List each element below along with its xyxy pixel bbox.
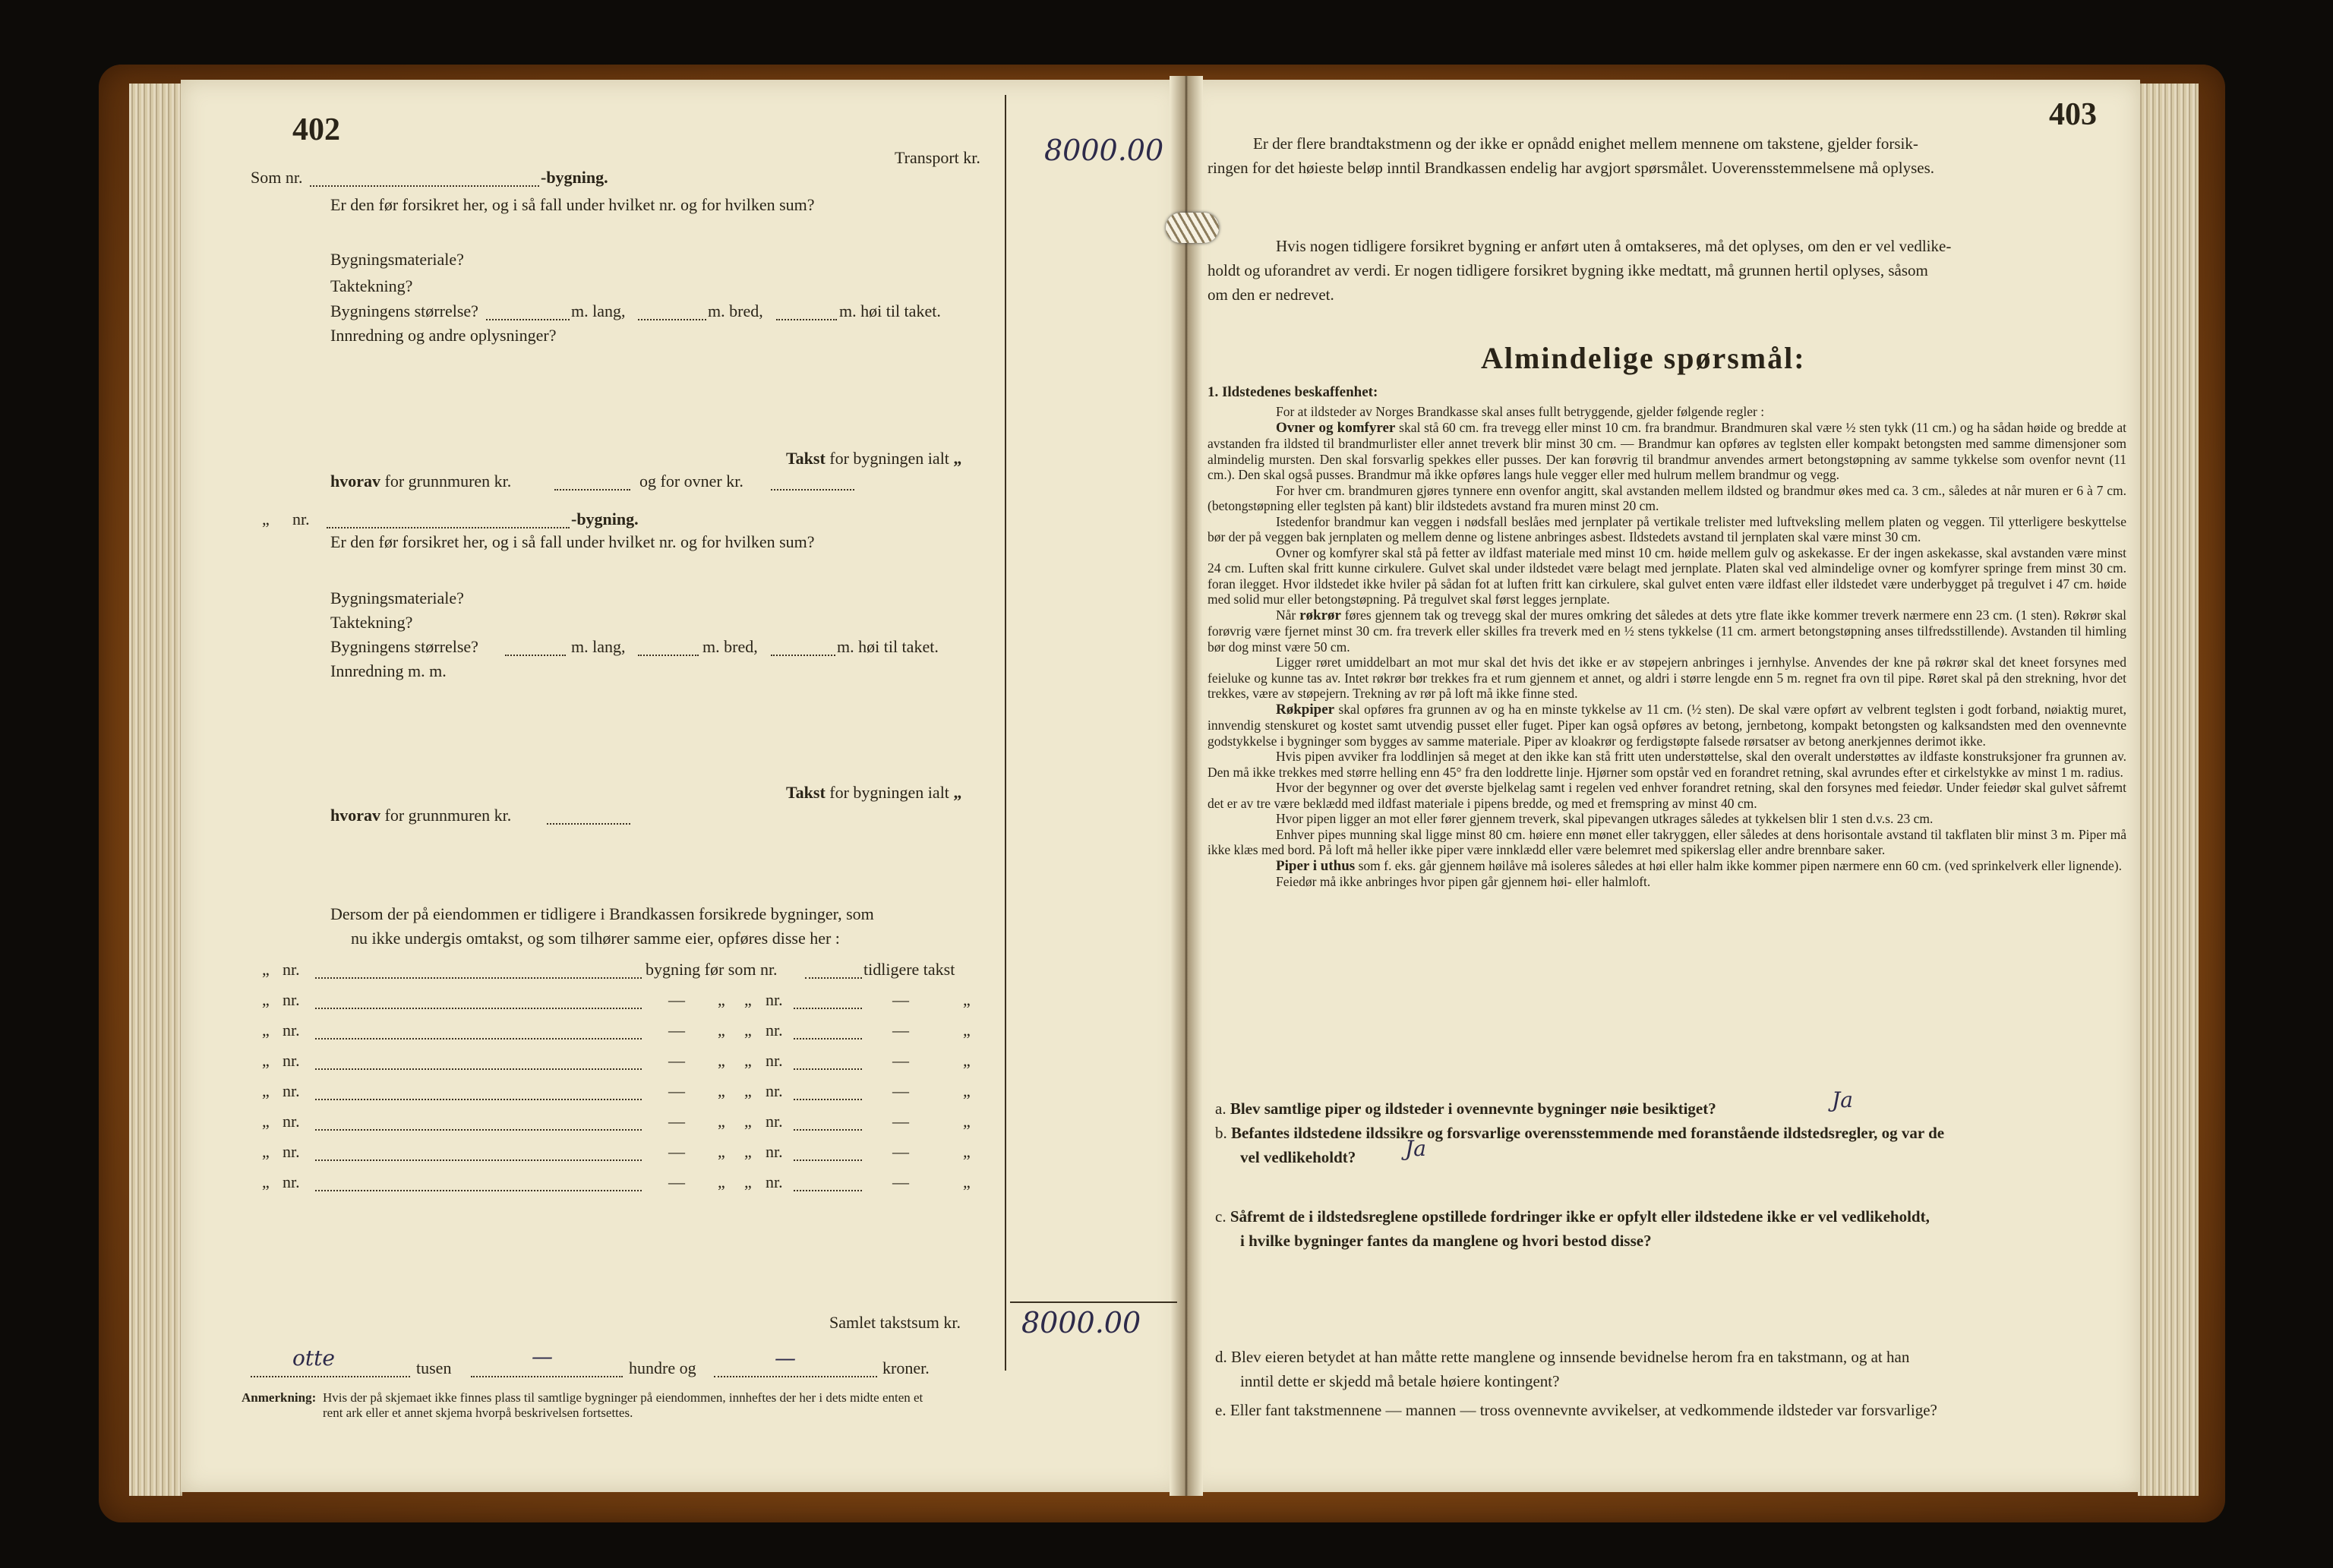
para-ovner xyxy=(1208,420,2126,483)
para-enhver: Enhver pipes munning skal ligge minst 80 cm. høiere enn mønet eller takryggen, eller således at dens horisontale avstand til takflaten blir minst 3 m. Piper må ikke klæs med bord. På loft må heller ikke piper være innklædd eller være belemret med spikerslag eller andre brennbare saker. xyxy=(1208,826,2126,857)
samlet-label: Samlet takstsum kr. xyxy=(829,1313,961,1332)
q-d-label: d. xyxy=(1215,1348,1227,1366)
grunnmur-field[interactable] xyxy=(554,489,630,491)
para-rokror xyxy=(1208,607,2126,655)
words-hundreds: — xyxy=(532,1344,553,1369)
prev-tidligere: tidligere takst xyxy=(863,960,955,979)
transport-value: 8000.00 xyxy=(1044,134,1164,167)
prev-row-3-ditto2: „ xyxy=(744,1021,752,1040)
prev-row-4-dash: — xyxy=(668,1051,685,1070)
prev-row-2-dash2: — xyxy=(892,990,909,1009)
intro-line-1: Er der flere brandtakstmenn og der ikke er opnådd enighet mellem mennene om takstene, gjelder forsik- xyxy=(1253,134,1918,153)
forsikret-question: Er den før forsikret her, og i så fall under hvilket nr. og for hvilken sum? xyxy=(330,195,815,214)
width-field[interactable] xyxy=(638,319,706,320)
previous-intro-1: Dersom der på eiendommen er tidligere i Brandkassen forsikrede bygninger, som xyxy=(330,904,874,923)
som-nr-label: Som nr. xyxy=(251,168,303,187)
kroner-label: kroner. xyxy=(882,1358,930,1377)
prev-row-2-nr2: nr. xyxy=(766,990,783,1009)
block2-length-field[interactable] xyxy=(505,655,566,656)
prev-row-3-field[interactable] xyxy=(315,1038,642,1040)
prev-row-2-ditto2: „ xyxy=(744,990,752,1009)
block2-takst-rest: for bygningen ialt xyxy=(829,783,949,802)
block2-innredning: Innredning m. m. xyxy=(330,661,447,680)
prev-row-7-dash: — xyxy=(668,1142,685,1161)
length-field[interactable] xyxy=(486,319,570,320)
prev-row-8-ditto1: „ xyxy=(718,1172,725,1191)
som-nr-field[interactable] xyxy=(310,185,539,187)
prev-row-6-ditto3: „ xyxy=(963,1112,971,1131)
prev-row-3-dash2: — xyxy=(892,1021,909,1040)
prev-row-7-nr2-field[interactable] xyxy=(794,1159,862,1161)
rokpiper-title: Røkpiper xyxy=(1276,701,1335,718)
words-units: — xyxy=(775,1346,796,1371)
block2-storrelse: Bygningens størrelse? xyxy=(330,637,478,656)
intro-line-4: holdt og uforandret av verdi. Er nogen tidligere forsikret bygning ikke medtatt, må grunnen hertil oplyses, såsom xyxy=(1208,261,1928,279)
para-uthus xyxy=(1208,858,2126,875)
prev-row-5-field[interactable] xyxy=(315,1099,642,1100)
section-1-title: 1. Ildstedenes beskaffenhet: xyxy=(1208,384,1378,400)
amount-column-rule xyxy=(1005,95,1006,1371)
block2-hoi: m. høi til taket. xyxy=(837,637,939,656)
ovner-field[interactable] xyxy=(771,489,854,491)
prev-row-2-quote: „ xyxy=(262,990,270,1009)
anmerkning-line-2: rent ark eller et annet skjema hvorpå beskrivelsen fortsettes. xyxy=(323,1406,633,1420)
height-field[interactable] xyxy=(776,319,837,320)
prev-row-4-ditto1: „ xyxy=(718,1051,725,1070)
takst-rest: for bygningen ialt xyxy=(829,449,949,468)
rokpiper-text: skal opføres fra grunnen av og ha en minste tykkelse av 11 cm. (½ sten). De skal være opført av velbrent teglsten i godt forband, nøiaktig muret, innvendig stenskuret og kostet samt utvendig pusset eller fuget. Piper kan også opføres av betong, jernbetong, kompakt betongsten og kalksandsten med den ovennevnte godstykkelse i bygninger som bygges av samme materiale. Piper av kloakrør og ferdigstøpte falsede rørsatser av betong anerkjennes derimot ikke. xyxy=(1208,701,2126,749)
intro-line-3: Hvis nogen tidligere forsikret bygning er anført uten å omtakseres, må det oplyses, om den er vel vedlike- xyxy=(1276,237,1952,255)
page-edges-right xyxy=(2138,84,2199,1496)
prev-row-6-quote: „ xyxy=(262,1112,270,1131)
takst-label: Takst xyxy=(786,449,826,468)
rokror-text: føres gjennem tak og trevegg skal der mures omkring det således at dets ytre flate ikke kommer treverk nærmere enn 23 cm. (1 sten). Røkrør skal forøvrig være fjernet minst 30 cm. fra treverk eller skilles fra treverk med en ½ stens tykkelse (11 cm. armert betongstøpning anses tilfredsstillende). Avstanden til himling bør dog minst være 50 cm. xyxy=(1208,607,2126,655)
hvorav-label: hvorav xyxy=(330,472,380,491)
q-c-label: c. xyxy=(1215,1207,1226,1226)
q-b-label: b. xyxy=(1215,1124,1227,1142)
q-b-line-2: vel vedlikeholdt? xyxy=(1240,1148,1356,1166)
block2-taktekning: Taktekning? xyxy=(330,613,413,632)
samlet-value: 8000.00 xyxy=(1021,1306,1141,1339)
storrelse-question: Bygningens størrelse? xyxy=(330,301,478,320)
q-a-text: Blev samtlige piper og ildsteder i ovennevnte bygninger nøie besiktiget? xyxy=(1230,1099,1716,1118)
prev-row-1-nr-field[interactable] xyxy=(805,977,862,979)
lang-label: m. lang, xyxy=(571,301,626,320)
prev-row-5-ditto3: „ xyxy=(963,1081,971,1100)
prev-row-5-dash2: — xyxy=(892,1081,909,1100)
prev-row-7-nr2: nr. xyxy=(766,1142,783,1161)
prev-row-6-dash: — xyxy=(668,1112,685,1131)
anmerkning-label: Anmerkning: xyxy=(242,1390,317,1405)
prev-row-7-field[interactable] xyxy=(315,1159,642,1161)
para-regler: For at ildsteder av Norges Brandkasse skal anses fullt betryggende, gjelder følgende regler : xyxy=(1276,404,1765,419)
q-b-line-1: Befantes ildstedene ildssikre og forsvarlige overensstemmende med foranstående ildstedsregler, og var de xyxy=(1231,1124,1945,1142)
prev-row-4-ditto2: „ xyxy=(744,1051,752,1070)
prev-row-2-nr: nr. xyxy=(283,990,300,1009)
block2-lang: m. lang, xyxy=(571,637,626,656)
prev-row-8-nr: nr. xyxy=(283,1172,300,1191)
q-d-line-1: Blev eieren betydet at han måtte rette manglene og innsende bevidnelse herom fra en takstmann, og at han xyxy=(1231,1348,1910,1366)
para-hvis: Hvis pipen avviker fra loddlinjen så meget at den ikke kan stå fritt uten understøttelse, skal den overalt understøttes av ildfaste konstruksjoner fra grunnen av. Den må ikke trekkes med større helling enn 45° fra den loddrette linje. Hjørner som opstår ved en forandret retning, skal avrundes efter et cirkelstykke av minst 1 m. radius. xyxy=(1208,749,2126,780)
para-hvor1: Hvor der begynner og over det øverste bjelkelag samt i regelen ved enhver forandret retning, skal den forsynes med feiedør. Under feiedør skal gulvet såfremt det er av tre være beklædd med ildfast materiale i pipens bredde, og med et fremspring av minst 40 cm. xyxy=(1208,780,2126,811)
prev-row-4-nr: nr. xyxy=(283,1051,300,1070)
q-c-line-1: Såfremt de i ildstedsreglene opstillede fordringer ikke er opfylt eller ildstedene ikke er vel vedlikeholdt, xyxy=(1230,1207,1930,1226)
prev-row-8-nr2: nr. xyxy=(766,1172,783,1191)
book-gutter xyxy=(1170,76,1203,1496)
ovner-title: Ovner og komfyrer xyxy=(1276,419,1396,436)
para-rokpiper xyxy=(1208,702,2126,749)
prev-bygning-for: bygning før som nr. xyxy=(646,960,778,979)
block2-bred: m. bred, xyxy=(702,637,758,656)
prev-row-7-dash2: — xyxy=(892,1142,909,1161)
prev-row-8-dash2: — xyxy=(892,1172,909,1191)
q-b-answer: Ja xyxy=(1405,1136,1426,1161)
prev-row-5-nr2: nr. xyxy=(766,1081,783,1100)
uthus-title: Piper i uthus xyxy=(1276,857,1356,874)
block2-hvorav-label: hvorav xyxy=(330,806,380,825)
prev-row-2-nr2-field[interactable] xyxy=(794,1008,862,1009)
prev-row-4-quote: „ xyxy=(262,1051,270,1070)
block2-bygning: -bygning. xyxy=(571,510,639,528)
prev-row-6-nr2-field[interactable] xyxy=(794,1129,862,1131)
hoi-label: m. høi til taket. xyxy=(839,301,941,320)
prev-row-4-field[interactable] xyxy=(315,1068,642,1070)
para-feiedor: Feiedør må ikke anbringes hvor pipen går gjennem høi- eller halmloft. xyxy=(1276,874,1651,889)
prev-row-3-nr2-field[interactable] xyxy=(794,1038,862,1040)
prev-row-5-ditto1: „ xyxy=(718,1081,725,1100)
prev-row-7-quote: „ xyxy=(262,1142,270,1161)
prev-row-7-nr: nr. xyxy=(283,1142,300,1161)
prev-row-7-ditto3: „ xyxy=(963,1142,971,1161)
sum-rule xyxy=(1010,1301,1177,1303)
page-number-left: 402 xyxy=(292,112,340,147)
transport-label: Transport kr. xyxy=(895,148,980,167)
para-4: Ovner og komfyrer skal stå på fetter av ildfast materiale med minst 10 cm. høide mellem gulv og askekasse. Er der ingen askekasse, skal avstanden være minst 24 cm. Luften skal fritt kunne cirkulere. Gulvet skal under ildstedet være belagt med jernplate. Platen skal ved almindelige ovner og komfyrer springe frem minst 30 cm. foran ilegget. Hvor ildstedet ikke hviler på sådan fot at luften fritt kan cirkulere, skal gulvet enten være ildfast eller ildstedet være underbygget på tregulvet i 47 cm. høide med solid mur eller betongstøpning. På tregulvet skal først legges jernplate. xyxy=(1208,544,2126,607)
para-3: Istedenfor brandmur kan veggen i nødsfall beslåes med jernplater på vertikale trelister med luftveksling mellem platen og veggen. Til ytterligere beskyttelse bør der på veggen bak jernplaten og mellem denne og listene anbringes asbest. Ildstedets avstand til jernplaten skal være minst 30 cm. xyxy=(1208,513,2126,544)
page-number-right: 403 xyxy=(2049,97,2097,132)
prev-row-5-ditto2: „ xyxy=(744,1081,752,1100)
takst-ditto: „ xyxy=(953,449,962,468)
prev-row-1-nr: nr. xyxy=(283,960,300,979)
block2-forsikret: Er den før forsikret her, og i så fall under hvilket nr. og for hvilken sum? xyxy=(330,532,815,551)
block2-grunnmur-field[interactable] xyxy=(547,823,630,825)
block2-materiale: Bygningsmateriale? xyxy=(330,588,464,607)
prev-row-6-nr: nr. xyxy=(283,1112,300,1131)
tusen-label: tusen xyxy=(416,1358,452,1377)
thousands-field[interactable] xyxy=(251,1376,410,1377)
anmerkning-line-1: Hvis der på skjemaet ikke finnes plass til samtlige bygninger på eiendommen, innheftes der her i dets midte enten et xyxy=(323,1390,923,1405)
prev-row-4-nr2-field[interactable] xyxy=(794,1068,862,1070)
innredning-question: Innredning og andre oplysninger? xyxy=(330,326,557,345)
prev-row-3-dash: — xyxy=(668,1021,685,1040)
heading-general-questions: Almindelige spørsmål: xyxy=(1481,341,1806,375)
hundreds-field[interactable] xyxy=(471,1376,623,1377)
block2-nr-field[interactable] xyxy=(327,527,570,528)
prev-row-6-nr2: nr. xyxy=(766,1112,783,1131)
prev-row-5-nr2-field[interactable] xyxy=(794,1099,862,1100)
prev-row-1-quote: „ xyxy=(262,960,270,979)
prev-row-6-dash2: — xyxy=(892,1112,909,1131)
prev-row-4-nr2: nr. xyxy=(766,1051,783,1070)
block2-nr: nr. xyxy=(292,510,310,528)
page-edges-left xyxy=(129,84,182,1496)
og-ovner-label: og for ovner kr. xyxy=(639,472,743,491)
prev-row-6-ditto2: „ xyxy=(744,1112,752,1131)
prev-row-7-ditto1: „ xyxy=(718,1142,725,1161)
q-a-label: a. xyxy=(1215,1099,1226,1118)
prev-row-3-ditto3: „ xyxy=(963,1021,971,1040)
prev-row-2-ditto1: „ xyxy=(718,990,725,1009)
para-2: For hver cm. brandmuren gjøres tynnere enn ovenfor angitt, skal avstanden mellem ildsted og brandmur økes med ca. 3 cm., således at når muren er 6 à 7 cm. (betongstøpning eller teglsten på kant) blir ildstedets avstand fra muren minst 20 cm. xyxy=(1208,482,2126,513)
prev-row-8-ditto3: „ xyxy=(963,1172,971,1191)
prev-row-8-field[interactable] xyxy=(315,1190,642,1191)
prev-row-2-ditto3: „ xyxy=(963,990,971,1009)
prev-row-3-quote: „ xyxy=(262,1021,270,1040)
prev-row-8-quote: „ xyxy=(262,1172,270,1191)
prev-row-6-ditto1: „ xyxy=(718,1112,725,1131)
prev-row-2-dash: — xyxy=(668,990,685,1009)
block2-hvorav-rest: for grunnmuren kr. xyxy=(384,806,512,825)
prev-row-2-field[interactable] xyxy=(315,1008,642,1009)
previous-intro-2: nu ikke undergis omtakst, og som tilhører samme eier, opføres disse her : xyxy=(351,929,840,948)
taktekning-question: Taktekning? xyxy=(330,276,413,295)
uthus-text: som f. eks. går gjennem høilåve må isoleres således at høi eller halm ikke kommer pipen nærmere enn 60 cm. (ved sprinkelverk eller lignende). xyxy=(1355,857,2123,873)
prev-row-8-dash: — xyxy=(668,1172,685,1191)
units-field[interactable] xyxy=(714,1376,877,1377)
intro-line-5: om den er nedrevet. xyxy=(1208,286,1334,304)
q-a-answer: Ja xyxy=(1832,1087,1853,1112)
prev-row-1-field[interactable] xyxy=(315,977,642,979)
bred-label: m. bred, xyxy=(708,301,763,320)
block2-height-field[interactable] xyxy=(771,655,835,656)
prev-row-7-ditto2: „ xyxy=(744,1142,752,1161)
q-e-text: Eller fant takstmennene — mannen — tross ovennevnte avvikelser, at vedkommende ildsteder var forsvarlige? xyxy=(1230,1401,1937,1419)
block2-width-field[interactable] xyxy=(638,655,699,656)
q-e-label: e. xyxy=(1215,1401,1226,1419)
prev-row-5-nr: nr. xyxy=(283,1081,300,1100)
para-ligger: Ligger røret umiddelbart an mot mur skal det hvis det ikke er av støpejern anbringes i jernhylse. Anvendes der kne på røkrør skal det kneet forsynes med feieluke og kunne tas av. Intet røkrør bør trekkes fra et rum gjennem et annet, og aldri i større lengde enn 5 m. regnet fra ovn til pipe. Røret skal på den strekning, hvor det trekkes, være av støpejern. Trekning av rør på loft må ikke finne sted. xyxy=(1208,655,2126,701)
prev-row-3-ditto1: „ xyxy=(718,1021,725,1040)
prev-row-5-dash: — xyxy=(668,1081,685,1100)
materiale-question: Bygningsmateriale? xyxy=(330,250,464,269)
block2-quote: „ xyxy=(262,510,270,528)
block2-takst-label: Takst xyxy=(786,783,826,802)
ovner-text: skal stå 60 cm. fra trevegg eller minst 10 cm. fra brandmur. Brandmuren skal være ½ sten tykk (11 cm.) og ha sådan høide og bredde at avstanden fra ildsted til brandmurlister eller annet treverk blir minst 30 cm. — Brandmur kan opføres av teglsten eller kompakt betongsten med samme dimensjoner som almindelig mursten. Den skal forsvarlig spekkes eller pusses. Der kan forøvrig til brandmur anvendes armert betongstøpning av samme tykkelse som ovenfor nevnt (11 cm.). Den skal også pusses. Brandmur må ikke opføres langs hule vegger eller med hulrum mellem brandmur og vegg. xyxy=(1208,419,2127,482)
prev-row-3-nr2: nr. xyxy=(766,1021,783,1040)
prev-row-4-dash2: — xyxy=(892,1051,909,1070)
q-d-line-2: inntil dette er skjedd må betale høiere kontingent? xyxy=(1240,1372,1560,1390)
prev-row-3-nr: nr. xyxy=(283,1021,300,1040)
hvorav-rest: for grunnmuren kr. xyxy=(384,472,512,491)
para-hvor2: Hvor pipen ligger an mot eller fører gjennem treverk, skal pipevangen utkrages således at tykkelsen blir 1 sten d.v.s. 23 cm. xyxy=(1276,811,1934,826)
prev-row-4-ditto3: „ xyxy=(963,1051,971,1070)
bygning-label: -bygning. xyxy=(541,168,608,187)
q-c-line-2: i hvilke bygninger fantes da manglene og hvori bestod disse? xyxy=(1240,1232,1652,1250)
hundre-label: hundre og xyxy=(629,1358,696,1377)
rokror-pre: Når xyxy=(1276,607,1300,623)
intro-line-2: ringen for det høieste beløp inntil Brandkassen endelig har avgjort spørsmålet. Uoverensstemmelsene må oplyses. xyxy=(1208,159,1935,177)
words-thousands: otte xyxy=(292,1346,335,1371)
rokror-title: røkrør xyxy=(1299,607,1341,623)
binding-string xyxy=(1166,213,1219,243)
prev-row-5-quote: „ xyxy=(262,1081,270,1100)
prev-row-8-nr2-field[interactable] xyxy=(794,1190,862,1191)
block2-takst-ditto: „ xyxy=(953,783,962,802)
prev-row-6-field[interactable] xyxy=(315,1129,642,1131)
fire-rules-text xyxy=(1208,404,2126,890)
prev-row-8-ditto2: „ xyxy=(744,1172,752,1191)
